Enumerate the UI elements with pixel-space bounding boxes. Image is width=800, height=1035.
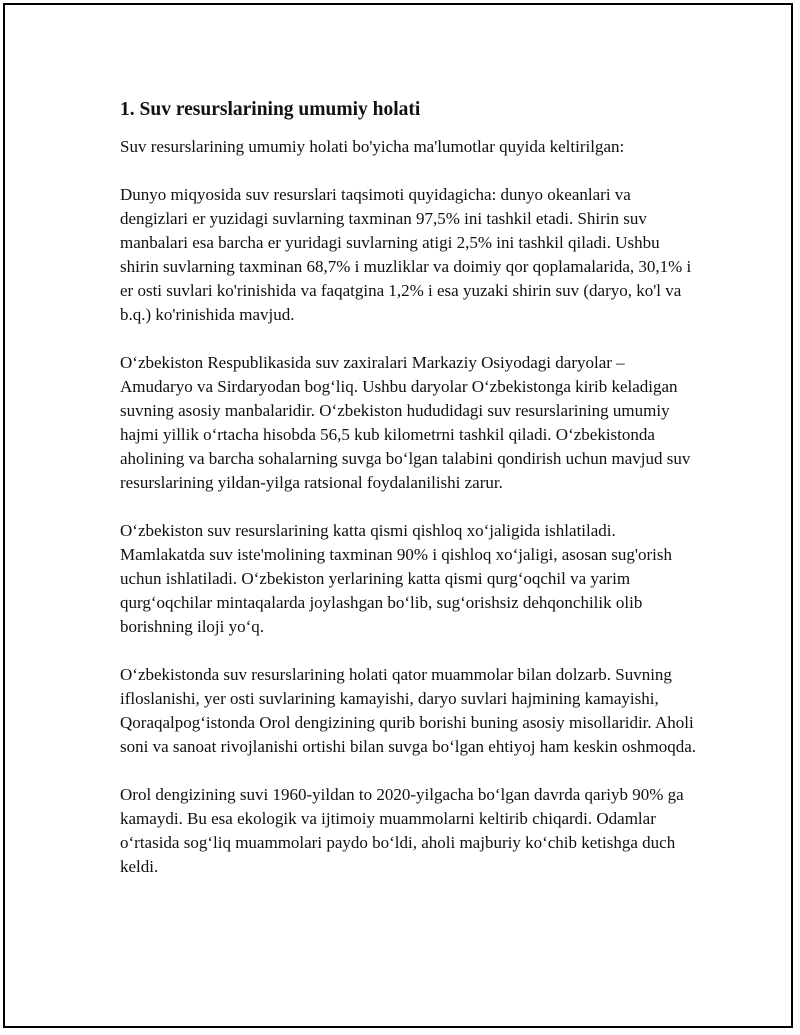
water-problems-paragraph: O‘zbekistonda suv resurslarining holati qator muammolar bilan dolzarb. Suvning ifloslanishi, yer osti suvlarining kamayishi, daryo suvlari hajmining kamayishi, Qoraqalpog‘istonda Orol dengizining qurib borishi buning asosiy misollaridir. Aholi soni va sanoat rivojlanishi ortishi bilan suvga bo‘lgan ehtiyoj ham keskin oshmoqda. bbox=[120, 665, 697, 756]
world-water-distribution-paragraph: Dunyo miqyosida suv resurslari taqsimoti quyidagicha: dunyo okeanlari va dengizlari er yuzidagi suvlarning taxminan 97,5% ini tashkil etadi. Shirin suv manbalari esa barcha er yuridagi suvlarning atigi 2,5% ini tashkil qiladi. Ushbu shirin suvlarning taxminan 68,7% i muzliklar va doimiy qor qoplamalarida, 30,1% i er osti suvlari ko'rinishida va faqatgina 1,2% i esa yuzaki shirin suv (daryo, ko'l va b.q.) ko'rinishida mavjud. bbox=[120, 185, 692, 324]
aral-sea-paragraph: Orol dengizining suvi 1960-yildan to 2020-yilgacha bo‘lgan davrda qariyb 90% ga kamaydi. Bu esa ekologik va ijtimoiy muammolarni keltirib chiqardi. Odamlar o‘rtasida sog‘liq muammolari paydo bo‘ldi, aholi majburiy ko‘chib ketishga duch keldi. bbox=[120, 785, 684, 876]
agriculture-water-use-paragraph: O‘zbekiston suv resurslarining katta qismi qishloq xo‘jaligida ishlatiladi. Mamlakatda suv iste'molining taxminan 90% i qishloq xo‘jaligi, asosan sug'orish uchun ishlatiladi. O‘zbekiston yerlarining katta qismi qurg‘oqchil va yarim qurg‘oqchilar mintaqalarda joylashgan bo‘lib, sug‘orishsiz dehqonchilik olib borishning iloji yo‘q. bbox=[120, 521, 672, 636]
document-body bbox=[120, 97, 700, 903]
intro-paragraph: Suv resurslarining umumiy holati bo'yicha ma'lumotlar quyida keltirilgan: bbox=[120, 137, 625, 156]
document-page bbox=[3, 3, 793, 1028]
section-heading: 1. Suv resurslarining umumiy holati bbox=[120, 99, 421, 120]
uzbekistan-water-reserves-paragraph: O‘zbekiston Respublikasida suv zaxiralari Markaziy Osiyodagi daryolar – Amudaryo va Sirdaryodan bog‘liq. Ushbu daryolar O‘zbekistonga kirib keladigan suvning asosiy manbalaridir. O‘zbekiston hududidagi suv resurslarining umumiy hajmi yillik o‘rtacha hisobda 56,5 kub kilometrni tashkil qiladi. O‘zbekistonda aholining va barcha sohalarning suvga bo‘lgan talabini qondirish uchun mavjud suv resurslarining yildan-yilga ratsional foydalanilishi zarur. bbox=[120, 353, 691, 492]
